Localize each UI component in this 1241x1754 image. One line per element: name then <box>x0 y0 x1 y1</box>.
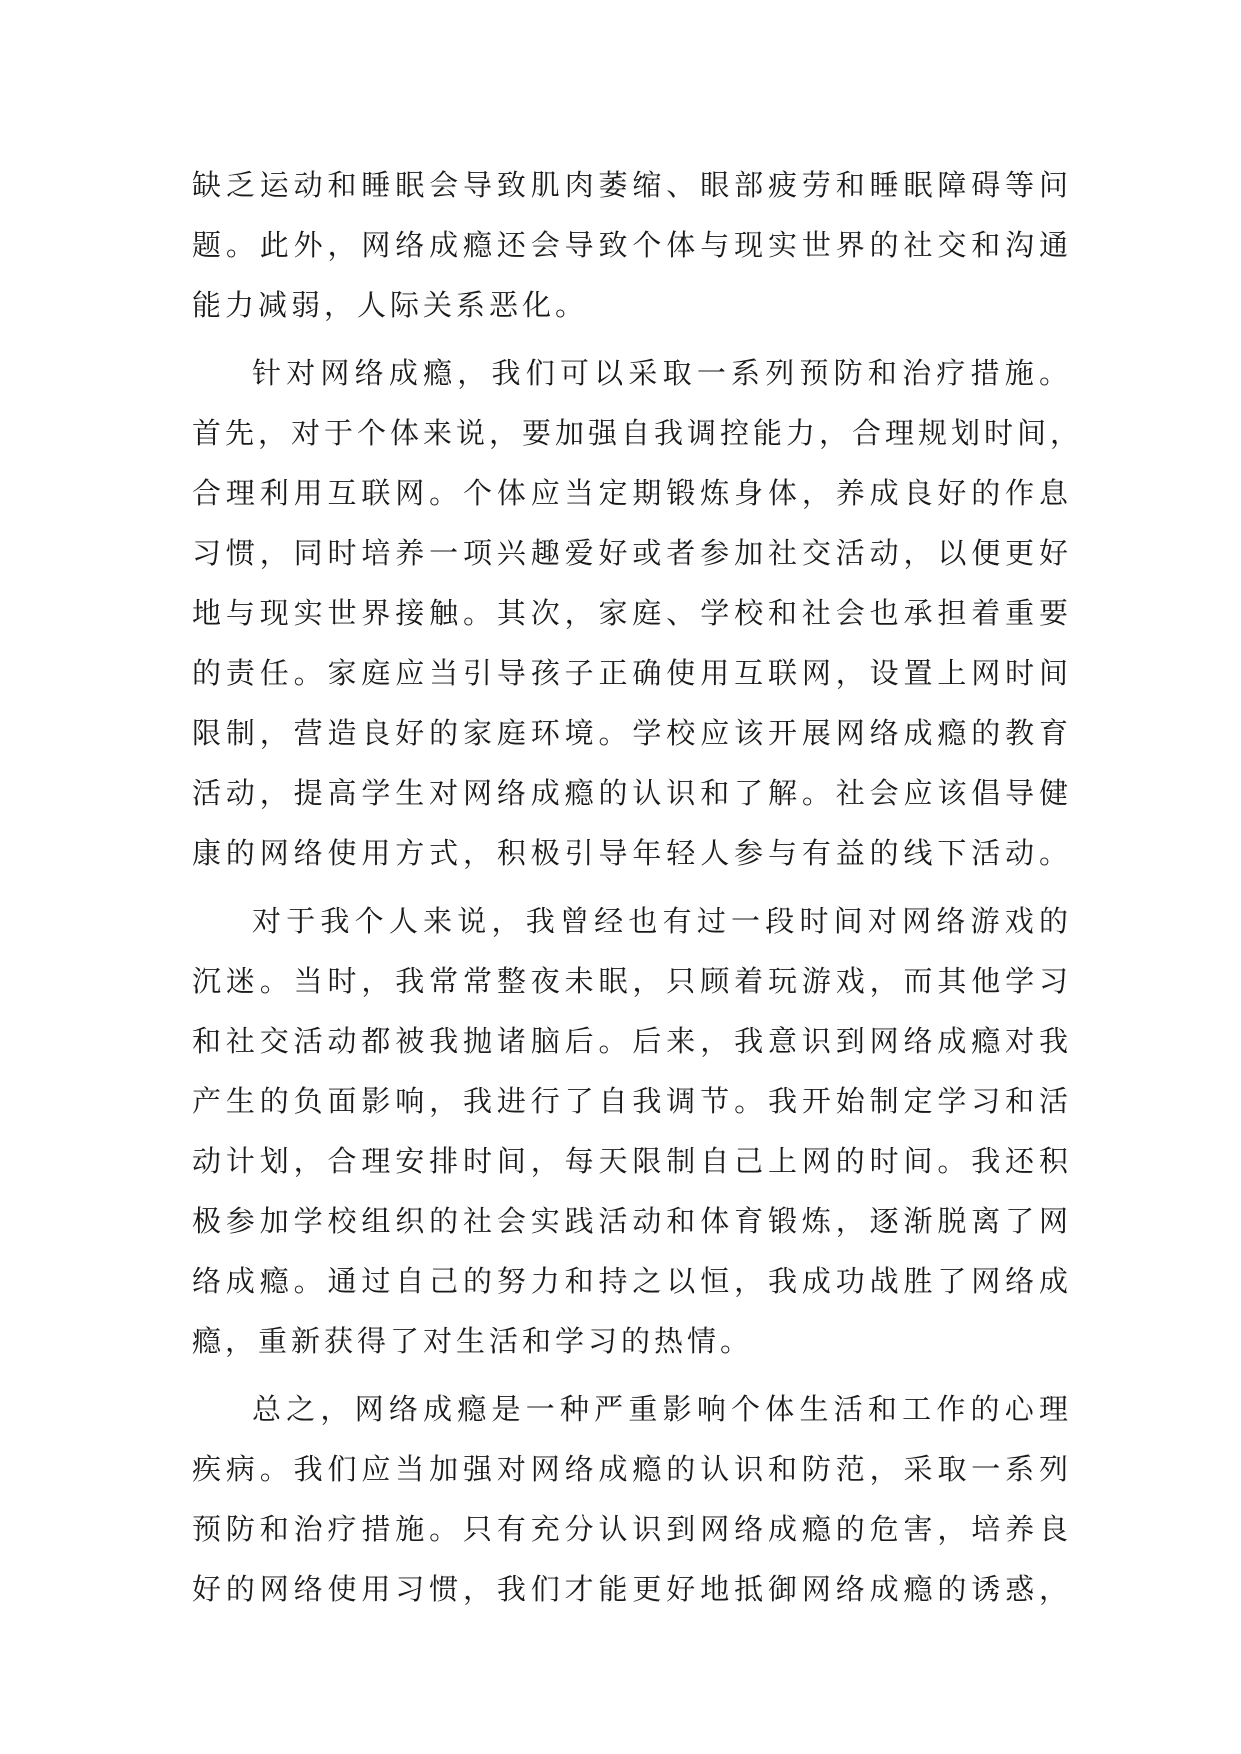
text-line: 极参加学校组织的社会实践活动和体育锻炼，逐渐脱离了网 <box>192 1204 1072 1238</box>
text-line: 总之，网络成瘾是一种严重影响个体生活和工作的心理 <box>252 1392 1072 1426</box>
text-line: 好的网络使用习惯，我们才能更好地抵御网络成瘾的诱惑， <box>192 1572 1072 1606</box>
text-line: 络成瘾。通过自己的努力和持之以恒，我成功战胜了网络成 <box>192 1264 1072 1298</box>
text-line: 习惯，同时培养一项兴趣爱好或者参加社交活动，以便更好 <box>192 536 1072 570</box>
paragraph-1 <box>192 155 1072 335</box>
text-line: 活动，提高学生对网络成瘾的认识和了解。社会应该倡导健 <box>192 776 1072 810</box>
text-line: 动计划，合理安排时间，每天限制自己上网的时间。我还积 <box>192 1144 1072 1178</box>
text-line: 限制，营造良好的家庭环境。学校应该开展网络成瘾的教育 <box>192 716 1072 750</box>
paragraph-3 <box>192 891 1072 1371</box>
text-line: 针对网络成瘾，我们可以采取一系列预防和治疗措施。 <box>252 356 1072 390</box>
text-line: 的责任。家庭应当引导孩子正确使用互联网，设置上网时间 <box>192 656 1072 690</box>
text-line: 和社交活动都被我抛诸脑后。后来，我意识到网络成瘾对我 <box>192 1024 1072 1058</box>
paragraph-2 <box>192 343 1084 883</box>
text-line: 沉迷。当时，我常常整夜未眠，只顾着玩游戏，而其他学习 <box>192 964 1072 998</box>
text-line: 产生的负面影响，我进行了自我调节。我开始制定学习和活 <box>192 1084 1072 1118</box>
text-line: 瘾，重新获得了对生活和学习的热情。 <box>192 1324 754 1358</box>
paragraph-4 <box>192 1379 1072 1619</box>
text-line: 能力减弱，人际关系恶化。 <box>192 288 589 322</box>
text-line: 地与现实世界接触。其次，家庭、学校和社会也承担着重要 <box>192 596 1072 630</box>
text-line: 缺乏运动和睡眠会导致肌肉萎缩、眼部疲劳和睡眠障碍等问 <box>192 168 1072 202</box>
text-line: 合理利用互联网。个体应当定期锻炼身体，养成良好的作息 <box>192 476 1072 510</box>
text-line: 对于我个人来说，我曾经也有过一段时间对网络游戏的 <box>252 904 1072 938</box>
text-line: 首先，对于个体来说，要加强自我调控能力，合理规划时间， <box>192 416 1084 450</box>
text-line: 预防和治疗措施。只有充分认识到网络成瘾的危害，培养良 <box>192 1512 1072 1546</box>
document-body <box>192 155 1084 1627</box>
text-line: 康的网络使用方式，积极引导年轻人参与有益的线下活动。 <box>192 836 1072 870</box>
text-line: 疾病。我们应当加强对网络成瘾的认识和防范，采取一系列 <box>192 1452 1072 1486</box>
text-line: 题。此外，网络成瘾还会导致个体与现实世界的社交和沟通 <box>192 228 1072 262</box>
